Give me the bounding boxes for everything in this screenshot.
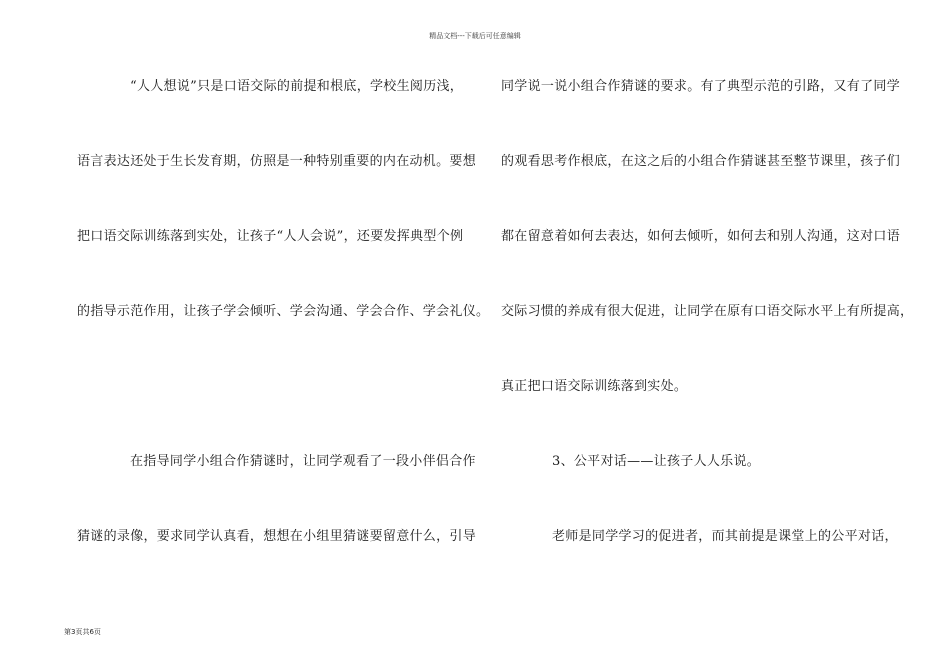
left-line-6: 猜谜的录像，要求同学认真看，想想在小组里猜谜要留意什么，引导 [77, 529, 477, 544]
right-line-4: 交际习惯的养成有很大促进，让同学在原有口语交际水平上有所提高， [501, 304, 914, 319]
left-line-1: “人人想说”只是口语交际的前提和根底，学校生阅历浅， [130, 79, 464, 94]
right-line-2: 的观看思考作根底，在这之后的小组合作猜谜甚至整节课里，孩子们 [501, 154, 901, 169]
page-number: 第3页共6页 [64, 628, 101, 636]
right-line-3: 都在留意着如何去表达，如何去倾听，如何去和别人沟通，这对口语 [501, 229, 901, 244]
right-line-5: 真正把口语交际训练落到实处。 [501, 379, 688, 394]
right-line-1: 同学说一说小组合作猜谜的要求。有了典型示范的引路，又有了同学 [501, 79, 901, 94]
left-line-3: 把口语交际训练落到实处，让孩子“人人会说”，还要发挥典型个例 [77, 229, 464, 244]
left-line-5: 在指导同学小组合作猜谜时，让同学观看了一段小伴侣合作 [130, 454, 476, 469]
right-line-7: 老师是同学学习的促进者，而其前提是课堂上的公平对话， [552, 529, 898, 544]
left-line-2: 语言表达还处于生长发育期，仿照是一种特别重要的内在动机。要想 [77, 154, 477, 169]
left-line-4: 的指导示范作用，让孩子学会倾听、学会沟通、学会合作、学会礼仪。 [77, 304, 490, 319]
page-header: 精品文档---下载后可任意编辑 [429, 32, 521, 40]
right-line-6: 3、公平对话——让孩子人人乐说。 [552, 454, 761, 469]
